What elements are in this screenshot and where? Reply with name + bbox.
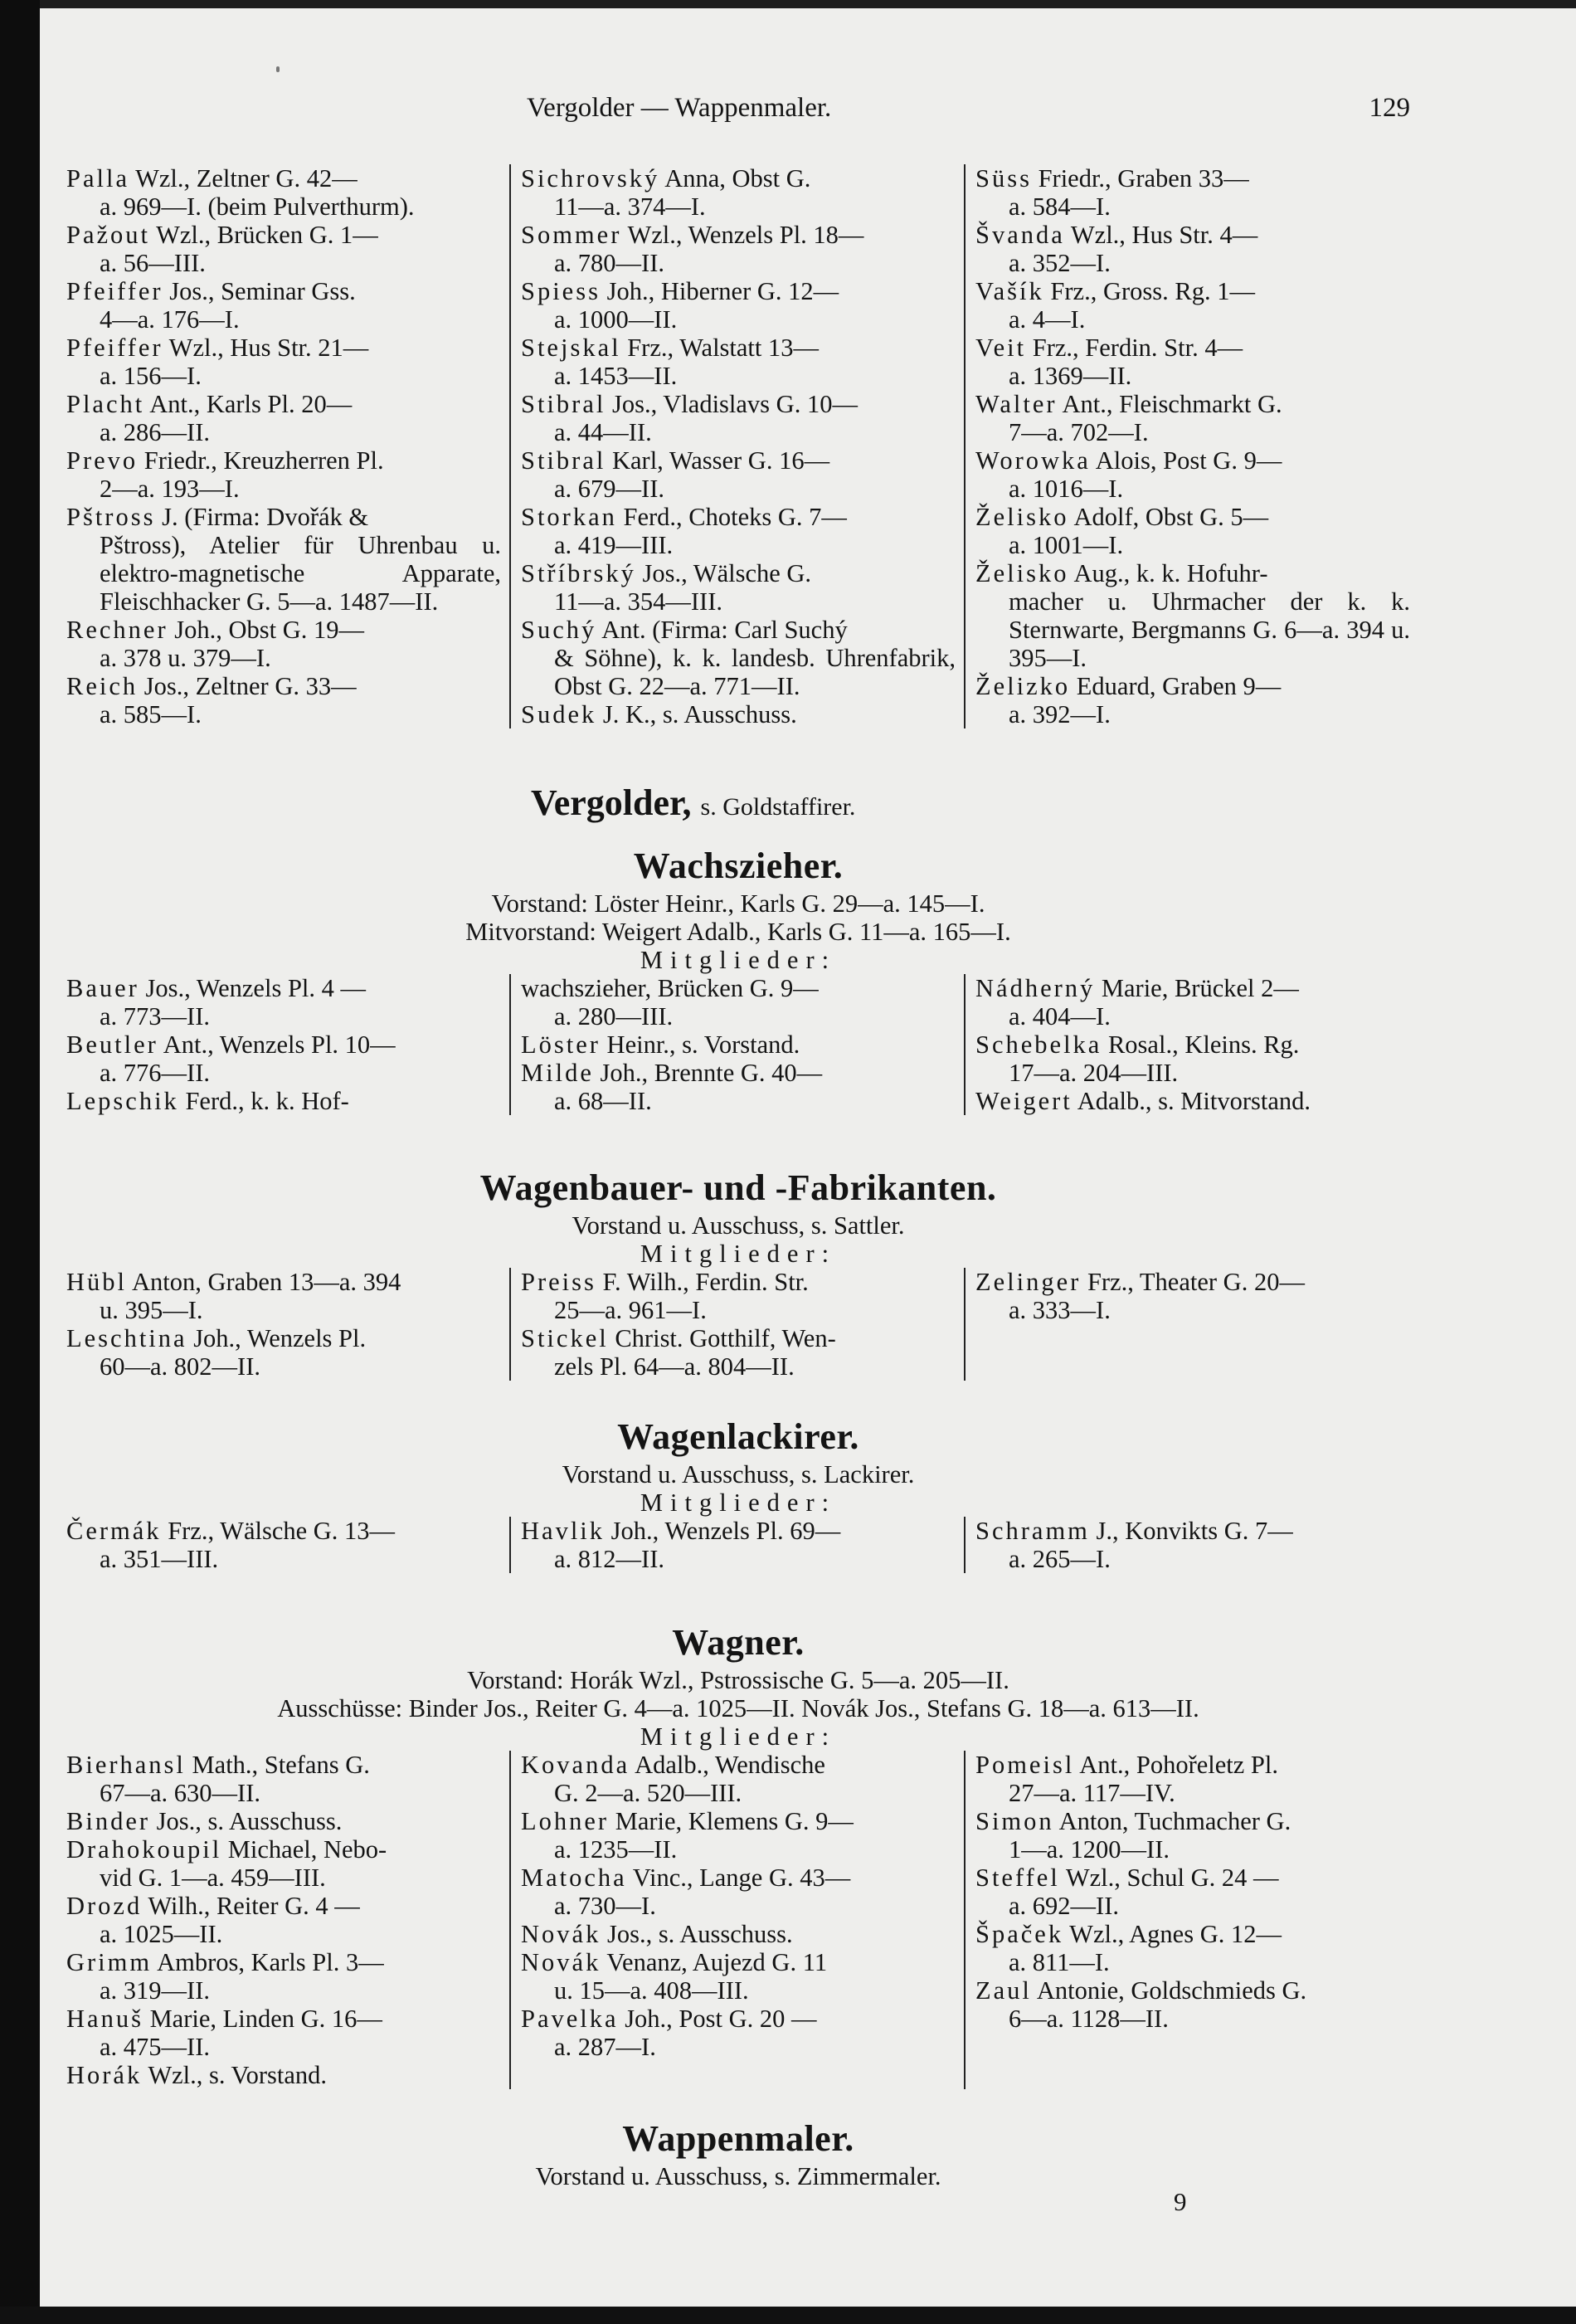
entry-name: Nádherný xyxy=(975,974,1096,1002)
entry-details: Jos., Zeltner G. 33— xyxy=(143,672,357,700)
entry-details: Joh., Obst G. 19— xyxy=(174,616,365,644)
column-1 xyxy=(66,1751,509,2089)
entry-details: Jos., Wenzels Pl. 4 — xyxy=(145,974,367,1002)
directory-entry xyxy=(521,1517,956,1573)
scan-left-edge xyxy=(0,0,40,2324)
entry-address: a. 776—II. xyxy=(100,1059,210,1087)
entry-address: a. 351—III. xyxy=(100,1545,219,1573)
scan-bottom-edge xyxy=(0,2307,1576,2324)
directory-entry xyxy=(521,559,956,616)
entry-details: Marie, Linden G. 16— xyxy=(149,2005,382,2033)
directory-entry xyxy=(521,1751,956,1807)
entry-address: u. 395—I. xyxy=(100,1296,203,1324)
entry-address: a. 419—III. xyxy=(554,531,674,559)
entry-name: Walter xyxy=(975,390,1058,418)
entry-address: 25—a. 961—I. xyxy=(554,1296,707,1324)
entry-address: 7—a. 702—I. xyxy=(1009,418,1149,446)
directory-entry xyxy=(66,974,501,1030)
signature-mark: 9 xyxy=(1174,2187,1187,2216)
entry-address: macher u. Uhrmacher der k. k. Sternwarte, Bergmanns G. 6—a. 394 u. 395—I. xyxy=(1009,587,1410,672)
entry-address: 2—a. 193—I. xyxy=(100,475,240,503)
entry-details: Jos., s. Ausschuss. xyxy=(156,1807,343,1835)
entry-name: Pštross xyxy=(66,503,156,531)
member-columns xyxy=(66,1517,1410,1573)
entry-address: a. 773—II. xyxy=(100,1002,210,1030)
directory-entry xyxy=(521,1030,956,1059)
directory-entry xyxy=(975,1087,1410,1115)
entry-name: Süss xyxy=(975,164,1032,192)
column-1 xyxy=(66,1517,509,1573)
column-2 xyxy=(509,164,964,728)
entry-details: Wzl., Wenzels Pl. 18— xyxy=(627,221,864,249)
entry-details: Wzl., Brücken G. 1— xyxy=(156,221,378,249)
entry-details: Ant., Karls Pl. 20— xyxy=(149,390,353,418)
entry-details: Frz., Wälsche G. 13— xyxy=(168,1517,396,1545)
directory-entry xyxy=(975,974,1410,1030)
column-3 xyxy=(964,1751,1410,2089)
directory-entry xyxy=(521,1807,956,1864)
entry-name: Drahokoupil xyxy=(66,1835,222,1864)
entry-address: 11—a. 354—III. xyxy=(554,587,723,616)
entry-name: Zaul xyxy=(975,1976,1032,2005)
page-header xyxy=(66,93,1410,134)
entry-details: Adalb., Wendische xyxy=(635,1751,825,1779)
entry-address: a. 392—I. xyxy=(1009,700,1111,728)
entry-address: G. 2—a. 520—III. xyxy=(554,1779,742,1807)
directory-entry xyxy=(66,1948,501,2005)
entry-address: 17—a. 204—III. xyxy=(1009,1059,1179,1087)
directory-entry xyxy=(66,2005,501,2061)
top-columns xyxy=(66,164,1410,728)
entry-details: Karl, Wasser G. 16— xyxy=(611,446,830,475)
column-3 xyxy=(964,1268,1410,1381)
entry-name: Vašík xyxy=(975,277,1044,305)
entry-name: Binder xyxy=(66,1807,151,1835)
entry-address: a. 1000—II. xyxy=(554,305,678,334)
vorstand-line: Vorstand u. Ausschuss, s. Sattler. xyxy=(572,1211,905,1240)
entry-address: a. 286—II. xyxy=(100,418,210,446)
directory-entry xyxy=(66,503,501,616)
entry-details: Wzl., Hus Str. 4— xyxy=(1070,221,1258,249)
directory-entry xyxy=(66,1835,501,1892)
directory-entry xyxy=(66,446,501,503)
directory-entry xyxy=(975,164,1410,221)
entry-address: & Söhne), k. k. landesb. Uhrenfabrik, Obst G. 22—a. 771—II. xyxy=(554,644,956,700)
entry-details: Friedr., Kreuzherren Pl. xyxy=(143,446,384,475)
entry-name: Reich xyxy=(66,672,139,700)
entry-address: a. 404—I. xyxy=(1009,1002,1111,1030)
entry-name: Želisko xyxy=(975,559,1069,587)
directory-entry xyxy=(521,1268,956,1324)
entry-details: Jos., s. Ausschuss. xyxy=(606,1920,793,1948)
directory-entry xyxy=(975,334,1410,390)
entry-name: Matocha xyxy=(521,1864,627,1892)
entry-details: Frz., Ferdin. Str. 4— xyxy=(1032,334,1243,362)
directory-entry xyxy=(66,390,501,446)
entry-details: Wzl., Hus Str. 21— xyxy=(168,334,369,362)
directory-entry xyxy=(975,503,1410,559)
vorstand-line: Vorstand u. Ausschuss, s. Zimmermaler. xyxy=(535,2162,941,2190)
mitglieder-heading: Mitglieder: xyxy=(640,1240,837,1268)
entry-address: a. 333—I. xyxy=(1009,1296,1111,1324)
entry-name: Löster xyxy=(521,1030,601,1059)
entry-name: Pažout xyxy=(66,221,151,249)
directory-entry xyxy=(66,1751,501,1807)
column-2 xyxy=(509,1517,964,1573)
entry-details: Aug., k. k. Hofuhr- xyxy=(1073,559,1268,587)
entry-details: Wzl., s. Vorstand. xyxy=(148,2061,328,2089)
mitglieder-heading: Mitglieder: xyxy=(640,1722,837,1751)
directory-entry xyxy=(975,1976,1410,2033)
entry-name: Pavelka xyxy=(521,2005,619,2033)
entry-name: Grimm xyxy=(66,1948,153,1976)
entry-name: Storkan xyxy=(521,503,617,531)
column-2 xyxy=(509,1268,964,1381)
entry-address: a. 319—II. xyxy=(100,1976,210,2005)
entry-name: Havlik xyxy=(521,1517,606,1545)
entry-name: Prevo xyxy=(66,446,139,475)
mitglieder-heading: Mitglieder: xyxy=(640,946,837,974)
entry-address: a. 692—II. xyxy=(1009,1892,1119,1920)
entry-address: a. 585—I. xyxy=(100,700,202,728)
entry-details: Ferd., k. k. Hof- xyxy=(185,1087,349,1115)
entry-address: 4—a. 176—I. xyxy=(100,305,240,334)
entry-details: Antonie, Goldschmieds G. xyxy=(1036,1976,1307,2005)
entry-address: Pštross), Atelier für Uhrenbau u. elektro-magnetische Apparate, Fleischhacker G. 5—a. 1487—II. xyxy=(100,531,501,616)
entry-name: Stickel xyxy=(521,1324,609,1352)
entry-name: Lepschik xyxy=(66,1087,179,1115)
entry-name: Rechner xyxy=(66,616,168,644)
entry-details: Wzl., Schul G. 24 — xyxy=(1065,1864,1279,1892)
column-1 xyxy=(66,1268,509,1381)
entry-address: a. 730—I. xyxy=(554,1892,656,1920)
page-number: 129 xyxy=(1369,93,1410,123)
entry-address: a. 352—I. xyxy=(1009,249,1111,277)
entry-name: Leschtina xyxy=(66,1324,187,1352)
entry-address: a. 280—III. xyxy=(554,1002,674,1030)
directory-entry xyxy=(66,1030,501,1087)
section-wappenmaler xyxy=(66,2116,1410,2190)
entry-address: 67—a. 630—II. xyxy=(100,1779,260,1807)
entry-details: Friedr., Graben 33— xyxy=(1038,164,1249,192)
entry-name: Placht xyxy=(66,390,145,418)
entry-name: Novák xyxy=(521,1920,601,1948)
directory-entry xyxy=(66,616,501,672)
entry-details: Anna, Obst G. xyxy=(664,164,811,192)
entry-details: J., Konvikts G. 7— xyxy=(1096,1517,1293,1545)
column-3 xyxy=(964,974,1410,1115)
entry-details: Heinr., s. Vorstand. xyxy=(606,1030,800,1059)
entry-details: Michael, Nebo- xyxy=(227,1835,387,1864)
entry-details: Joh., Wenzels Pl. 69— xyxy=(610,1517,841,1545)
entry-details: Frz., Theater G. 20— xyxy=(1087,1268,1305,1296)
entry-details: Jos., Vladislavs G. 10— xyxy=(611,390,858,418)
entry-details: Jos., Seminar Gss. xyxy=(169,277,356,305)
entry-name: Preiss xyxy=(521,1268,596,1296)
entry-address: a. 1235—II. xyxy=(554,1835,678,1864)
vergolder-reference: s. Goldstaffirer. xyxy=(700,793,856,821)
entry-name: Weigert xyxy=(975,1087,1073,1115)
entry-name: Želisko xyxy=(975,503,1069,531)
entry-address: a. 68—II. xyxy=(554,1087,652,1115)
entry-name: Bierhansl xyxy=(66,1751,186,1779)
directory-entry xyxy=(975,221,1410,277)
column-1 xyxy=(66,164,509,728)
directory-entry xyxy=(975,1920,1410,1976)
directory-entry xyxy=(66,1268,501,1324)
entry-details: Eduard, Graben 9— xyxy=(1076,672,1282,700)
entry-name: Želizko xyxy=(975,672,1071,700)
entry-name: Palla xyxy=(66,164,129,192)
directory-entry xyxy=(975,446,1410,503)
entry-name: Pfeiffer xyxy=(66,277,163,305)
entry-name: Milde xyxy=(521,1059,594,1087)
entry-details: Frz., Walstatt 13— xyxy=(627,334,820,362)
section-title: Wagner. xyxy=(672,1622,805,1663)
section-wagner xyxy=(66,1620,1410,2089)
directory-entry xyxy=(521,503,956,559)
vorstand-line: Vorstand: Horák Wzl., Pstrossische G. 5—a. 205—II. xyxy=(467,1666,1009,1694)
entry-address: a. 44—II. xyxy=(554,418,652,446)
entry-name: Čermák xyxy=(66,1517,162,1545)
top-directory xyxy=(66,164,1410,728)
entry-details: Ferd., Choteks G. 7— xyxy=(623,503,847,531)
column-1 xyxy=(66,974,509,1115)
directory-entry xyxy=(975,277,1410,334)
entry-name: Spiess xyxy=(521,277,601,305)
entry-details: Marie, Klemens G. 9— xyxy=(615,1807,854,1835)
column-3 xyxy=(964,1517,1410,1573)
entry-name: Pfeiffer xyxy=(66,334,163,362)
section-wagenbauer xyxy=(66,1165,1410,1381)
directory-entry xyxy=(975,1751,1410,1807)
entry-address: a. 1016—I. xyxy=(1009,475,1124,503)
directory-entry xyxy=(521,1059,956,1115)
entry-details: J. K., s. Ausschuss. xyxy=(602,700,797,728)
entry-address: 60—a. 802—II. xyxy=(100,1352,260,1381)
directory-entry xyxy=(975,1864,1410,1920)
entry-name: Stříbrský xyxy=(521,559,636,587)
ausschuesse-line: Ausschüsse: Binder Jos., Reiter G. 4—a. 1025—II. Novák Jos., Stefans G. 18—a. 613—II. xyxy=(277,1694,1199,1722)
vorstand-line: Vorstand u. Ausschuss, s. Lackirer. xyxy=(562,1460,915,1488)
entry-name: Beutler xyxy=(66,1030,158,1059)
mitglieder-heading: Mitglieder: xyxy=(640,1488,837,1517)
entry-address: a. 156—I. xyxy=(100,362,202,390)
entry-details: Anton, Tuchmacher G. xyxy=(1058,1807,1291,1835)
section-title: Wachszieher. xyxy=(633,845,844,886)
directory-entry xyxy=(975,1030,1410,1087)
entry-name: Lohner xyxy=(521,1807,610,1835)
entry-address: a. 1001—I. xyxy=(1009,531,1124,559)
column-2 xyxy=(509,974,964,1115)
directory-entry xyxy=(521,1324,956,1381)
entry-details: Ant. (Firma: Carl Suchý xyxy=(601,616,848,644)
directory-entry xyxy=(521,334,956,390)
entry-name: Stibral xyxy=(521,390,606,418)
entry-details: Ant., Fleischmarkt G. xyxy=(1062,390,1282,418)
entry-details: Joh., Hiberner G. 12— xyxy=(606,277,839,305)
member-columns xyxy=(66,974,1410,1115)
directory-entry xyxy=(521,974,956,1030)
entry-details: Alois, Post G. 9— xyxy=(1095,446,1282,475)
entry-name: Hanuš xyxy=(66,2005,143,2033)
directory-entry xyxy=(521,390,956,446)
vorstand-line: Vorstand: Löster Heinr., Karls G. 29—a. 145—I. xyxy=(491,889,985,918)
directory-entry xyxy=(521,616,956,700)
entry-details: Ambros, Karls Pl. 3— xyxy=(157,1948,384,1976)
entry-details: Venanz, Aujezd G. 11 xyxy=(606,1948,828,1976)
entry-address: a. 56—III. xyxy=(100,249,206,277)
entry-address: 11—a. 374—I. xyxy=(554,192,706,221)
entry-details: J. (Firma: Dvořák & xyxy=(162,503,369,531)
entry-name: Stibral xyxy=(521,446,606,475)
directory-entry xyxy=(521,277,956,334)
section-title: Wagenlackirer. xyxy=(617,1416,859,1457)
entry-address: a. 475—II. xyxy=(100,2033,210,2061)
directory-entry xyxy=(66,1892,501,1948)
entry-name: Švanda xyxy=(975,221,1065,249)
entry-name: Stejskal xyxy=(521,334,621,362)
directory-entry xyxy=(66,164,501,221)
section-title: Wagenbauer- und -Fabrikanten. xyxy=(479,1167,997,1208)
entry-details: Adolf, Obst G. 5— xyxy=(1073,503,1269,531)
entry-name: Steffel xyxy=(975,1864,1060,1892)
entry-address: a. 265—I. xyxy=(1009,1545,1111,1573)
entry-name: Zelinger xyxy=(975,1268,1082,1296)
entry-name: Špaček xyxy=(975,1920,1064,1948)
entry-details: Adalb., s. Mitvorstand. xyxy=(1077,1087,1311,1115)
entry-name: Bauer xyxy=(66,974,139,1002)
entry-address: a. 4—I. xyxy=(1009,305,1086,334)
entry-details: Joh., Post G. 20 — xyxy=(625,2005,817,2033)
directory-entry xyxy=(66,1517,501,1573)
entry-address: a. 812—II. xyxy=(554,1545,664,1573)
directory-entry xyxy=(521,221,956,277)
entry-address: a. 1025—II. xyxy=(100,1920,223,1948)
entry-name: Hübl xyxy=(66,1268,127,1296)
section-wachszieher xyxy=(66,843,1410,1115)
entry-details: F. Wilh., Ferdin. Str. xyxy=(602,1268,809,1296)
ink-speck xyxy=(276,66,280,72)
entry-name: Pomeisl xyxy=(975,1751,1075,1779)
directory-entry xyxy=(66,277,501,334)
section-wagenlackirer xyxy=(66,1414,1410,1573)
directory-entry xyxy=(66,1324,501,1381)
entry-address: a. 378 u. 379—I. xyxy=(100,644,271,672)
entry-details: Vinc., Lange G. 43— xyxy=(632,1864,851,1892)
entry-details: Math., Stefans G. xyxy=(192,1751,370,1779)
entry-details: Joh., Brennte G. 40— xyxy=(600,1059,823,1087)
column-3 xyxy=(964,164,1410,728)
entry-name: Kovanda xyxy=(521,1751,630,1779)
entry-name: Sichrovský xyxy=(521,164,660,192)
mitvorstand-line: Mitvorstand: Weigert Adalb., Karls G. 11—a. 165—I. xyxy=(465,918,1011,946)
entry-details: Rosal., Kleins. Rg. xyxy=(1107,1030,1300,1059)
entry-address: vid G. 1—a. 459—III. xyxy=(100,1864,326,1892)
directory-entry xyxy=(521,1948,956,2005)
directory-entry xyxy=(66,221,501,277)
entry-details: wachszieher, Brücken G. 9— xyxy=(521,974,819,1002)
entry-name: Simon xyxy=(975,1807,1054,1835)
entry-name: Novák xyxy=(521,1948,601,1976)
directory-entry xyxy=(66,1087,501,1115)
running-title: Vergolder — Wappenmaler. xyxy=(527,93,832,123)
entry-address: a. 1453—II. xyxy=(554,362,678,390)
directory-entry xyxy=(66,2061,501,2089)
entry-address: a. 811—I. xyxy=(1009,1948,1110,1976)
column-2 xyxy=(509,1751,964,2089)
entry-address: a. 969—I. (beim Pulverthurm). xyxy=(100,192,415,221)
entry-name: Drozd xyxy=(66,1892,143,1920)
entry-name: Suchý xyxy=(521,616,597,644)
entry-details: Ant., Pohořeletz Pl. xyxy=(1079,1751,1278,1779)
entry-address: 6—a. 1128—II. xyxy=(1009,2005,1169,2033)
entry-address: 27—a. 117—IV. xyxy=(1009,1779,1175,1807)
entry-address: a. 780—II. xyxy=(554,249,664,277)
entry-details: Wzl., Agnes G. 12— xyxy=(1069,1920,1282,1948)
directory-entry xyxy=(66,334,501,390)
directory-entry xyxy=(975,1807,1410,1864)
entry-name: Sommer xyxy=(521,221,622,249)
entry-address: a. 584—I. xyxy=(1009,192,1111,221)
section-title-vergolder: Vergolder, xyxy=(531,782,692,823)
directory-entry xyxy=(66,1807,501,1835)
entry-details: Ant., Wenzels Pl. 10— xyxy=(163,1030,396,1059)
directory-entry xyxy=(521,2005,956,2061)
entry-address: u. 15—a. 408—III. xyxy=(554,1976,749,2005)
entry-address: a. 287—I. xyxy=(554,2033,656,2061)
directory-entry xyxy=(975,1517,1410,1573)
member-columns xyxy=(66,1268,1410,1381)
entry-name: Schramm xyxy=(975,1517,1090,1545)
entry-details: Wzl., Zeltner G. 42— xyxy=(135,164,358,192)
entry-address: 1—a. 1200—II. xyxy=(1009,1835,1170,1864)
entry-details: Frz., Gross. Rg. 1— xyxy=(1050,277,1255,305)
entry-name: Worowka xyxy=(975,446,1091,475)
entry-details: Marie, Brückel 2— xyxy=(1101,974,1299,1002)
entry-address: zels Pl. 64—a. 804—II. xyxy=(554,1352,795,1381)
vergolder-crossref xyxy=(531,782,1194,824)
directory-entry xyxy=(521,164,956,221)
directory-entry xyxy=(975,672,1410,728)
directory-entry xyxy=(521,1864,956,1920)
directory-entry xyxy=(66,672,501,728)
entry-address: a. 679—II. xyxy=(554,475,664,503)
entry-details: Christ. Gotthilf, Wen- xyxy=(615,1324,836,1352)
directory-entry xyxy=(521,700,956,728)
directory-entry xyxy=(975,1268,1410,1324)
directory-entry xyxy=(975,559,1410,672)
member-columns xyxy=(66,1751,1410,2089)
entry-details: Wilh., Reiter G. 4 — xyxy=(148,1892,360,1920)
entry-address: a. 1369—II. xyxy=(1009,362,1132,390)
entry-name: Schebelka xyxy=(975,1030,1102,1059)
section-title: Wappenmaler. xyxy=(622,2118,854,2159)
directory-entry xyxy=(521,446,956,503)
directory-entry xyxy=(975,390,1410,446)
entry-name: Horák xyxy=(66,2061,143,2089)
entry-details: Anton, Graben 13—a. 394 xyxy=(131,1268,401,1296)
entry-details: Jos., Wälsche G. xyxy=(642,559,812,587)
entry-name: Sudek xyxy=(521,700,597,728)
directory-entry xyxy=(521,1920,956,1948)
entry-name: Veit xyxy=(975,334,1027,362)
entry-details: Joh., Wenzels Pl. xyxy=(193,1324,367,1352)
